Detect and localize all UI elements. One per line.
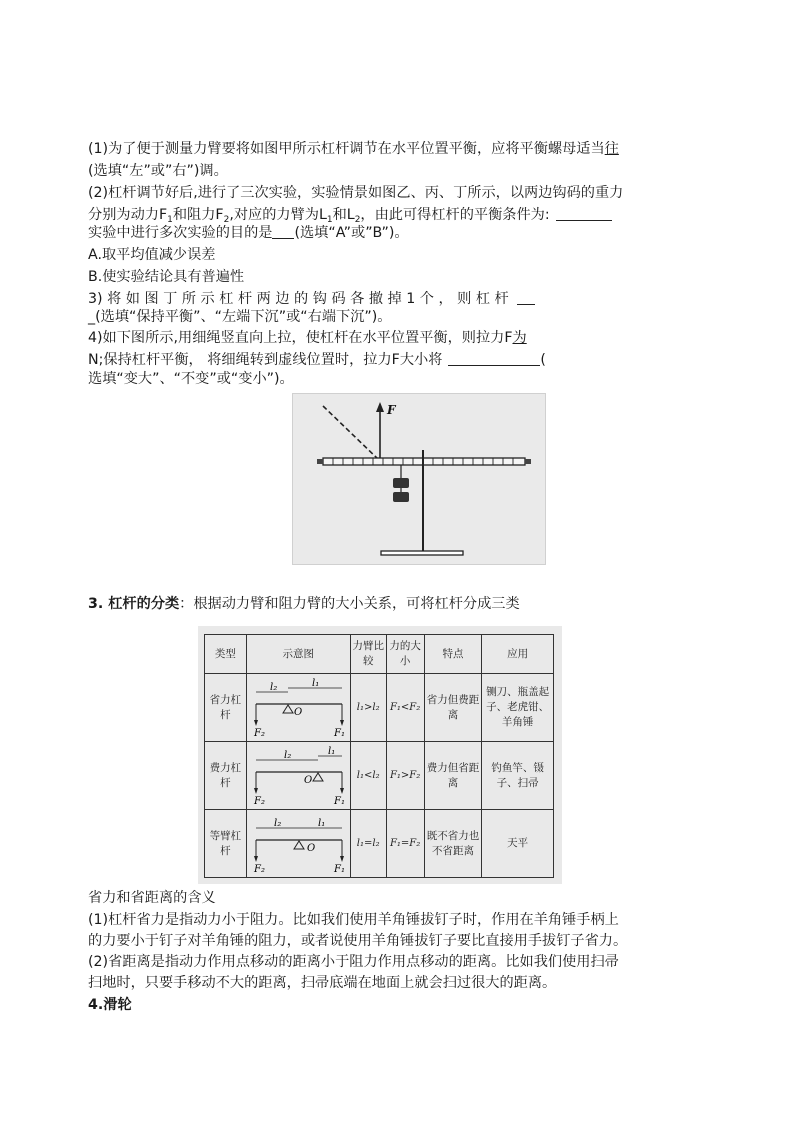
table-header-row (205, 635, 554, 674)
row-use: 铡刀、瓶盖起子、老虎钳、羊角锤 (482, 674, 554, 742)
text-fragment: ：根据动力臂和阻力臂的大小关系，可将杠杆分成三类 (179, 596, 520, 612)
force-label: F (387, 403, 396, 417)
header-type: 类型 (205, 635, 247, 674)
text-fragment: 3. 杠杆的分类 (88, 596, 180, 612)
subscript: 2 (223, 215, 230, 225)
answer-blank-force-change[interactable] (448, 351, 540, 366)
diagram-label-f1: F₁ (334, 727, 346, 738)
text-fragment: ，由此可得杠杆的平衡条件为: (360, 207, 550, 223)
force-saving-diagram-cell (246, 674, 350, 742)
row-feature: 费力但省距离 (424, 742, 482, 810)
diagram-label-l1: l₁ (328, 745, 336, 757)
weight-2 (393, 492, 409, 502)
lever-knob-right (525, 459, 531, 464)
table-row (205, 810, 554, 878)
lever-classification-table (204, 634, 554, 878)
text-fragment: 实验中进行多次实验的目的是 (88, 225, 273, 241)
text-fragment: ,对应的力臂为L (229, 207, 327, 223)
lever-classification-table-image (198, 626, 562, 884)
diagram-label-o: O (307, 842, 316, 854)
row-force: F₁>F₂ (386, 742, 424, 810)
question-4-line (88, 327, 527, 349)
equal-arm-diagram-cell (246, 810, 350, 878)
text-fragment: 4)如下图所示,用细绳竖直向上拉，使杠杆在水平位置平衡，则拉力F (88, 330, 513, 346)
question-2-line-3 (88, 222, 409, 244)
row-use: 钓鱼竿、镊子、扫帚 (482, 742, 554, 810)
text-fragment: 和L (332, 207, 355, 223)
dashed-rope-line (323, 406, 379, 460)
diagram-label-f2: F₂ (254, 863, 266, 874)
diagram-label-f1: F₁ (334, 795, 346, 806)
row-type: 省力杠杆 (205, 674, 247, 742)
stand-base (381, 551, 463, 555)
table-row (205, 742, 554, 810)
table-row (205, 674, 554, 742)
question-1-line-2: (选填“左”或”右”)调。 (88, 163, 228, 179)
row-force: F₁=F₂ (386, 810, 424, 878)
lever-experiment-figure (292, 393, 546, 565)
question-2-line: (2)杠杆调节好后,进行了三次实验，实验情景如图乙、丙、丁所示，以两边钩码的重力 (88, 185, 624, 201)
force-arrow-head (376, 402, 384, 412)
row-compare: l₁=l₂ (350, 810, 386, 878)
answer-blank-balance[interactable] (517, 290, 535, 305)
meaning-paragraph-2-cont: 扫地时，只要手移动不大的距离，扫帚底端在地面上就会扫过很大的距离。 (88, 975, 557, 991)
answer-blank-condition[interactable] (556, 206, 612, 221)
subscript: 1 (326, 215, 333, 225)
text-fragment: 和阻力F (172, 207, 224, 223)
option-a: A.取平均值减少误差 (88, 247, 216, 263)
answer-underline-1: 往 (604, 141, 619, 157)
subscript: 1 (167, 215, 173, 225)
meaning-paragraph-2: (2)省距离是指动力作用点移动的距离小于阻力作用点移动的距离。比如我们使用扫帚 (88, 954, 619, 970)
option-b: B.使实验结论具有普遍性 (88, 269, 245, 285)
answer-blank-purpose[interactable] (272, 224, 294, 239)
diagram-label-l2: l₂ (270, 681, 278, 693)
header-diagram: 示意图 (246, 635, 350, 674)
header-arm-compare: 力臂比较 (350, 635, 386, 674)
text-fragment: 3) 将 如 图 丁 所 示 杠 杆 两 边 的 钩 码 各 撤 掉 1 个 ， 则 杠 杆 (88, 291, 509, 307)
diagram-label-l2: l₂ (284, 749, 292, 761)
lever-knob-left (317, 459, 323, 464)
diagram-label-f2: F₂ (254, 795, 266, 806)
equal-arm-lever-diagram (248, 814, 348, 874)
section-4-heading: 4.滑轮 (88, 997, 132, 1013)
row-force: F₁<F₂ (386, 674, 424, 742)
question-4-line-3: 选填“变大”、“不变”或“变小”)。 (88, 371, 294, 387)
lever-diagram (293, 394, 545, 564)
meaning-paragraph-1-cont: 的力要小于钉子对羊角锤的阻力，或者说使用羊角锤拔钉子要比直接用手拔钉子省力。 (88, 933, 628, 949)
force-costing-lever-diagram (248, 746, 348, 806)
section-3-heading (88, 593, 520, 615)
meaning-heading: 省力和省距离的含义 (88, 890, 216, 906)
answer-underline-4: 为 (512, 330, 527, 346)
row-compare: l₁>l₂ (350, 674, 386, 742)
diagram-label-l2: l₂ (274, 817, 282, 829)
header-force-size: 力的大小 (386, 635, 424, 674)
row-feature: 既不省力也不省距离 (424, 810, 482, 878)
row-compare: l₁<l₂ (350, 742, 386, 810)
weight-1 (393, 478, 409, 488)
row-type: 等臂杠杆 (205, 810, 247, 878)
text-fragment: 分别为动力F (88, 207, 168, 223)
row-feature: 省力但费距离 (424, 674, 482, 742)
text-fragment: ( (540, 352, 546, 368)
diagram-label-f2: F₂ (254, 727, 266, 738)
diagram-label-o: O (304, 774, 313, 786)
subscript: 2 (354, 215, 361, 225)
question-3-line-2: _(选填“保持平衡”、“左端下沉”或“右端下沉”)。 (88, 309, 392, 325)
diagram-label-l1: l₁ (318, 817, 326, 829)
force-costing-diagram-cell (246, 742, 350, 810)
force-saving-lever-diagram (248, 678, 348, 738)
diagram-label-o: O (294, 706, 303, 718)
question-1-text: (1)为了便于测量力臂要将如图甲所示杠杆调节在水平位置平衡，应将平衡螺母适当 (88, 141, 605, 157)
meaning-paragraph-1: (1)杠杆省力是指动力小于阻力。比如我们使用羊角锤拔钉子时，作用在羊角锤手柄上 (88, 912, 619, 928)
header-application: 应用 (482, 635, 554, 674)
header-feature: 特点 (424, 635, 482, 674)
question-1-line (88, 138, 619, 160)
diagram-label-l1: l₁ (312, 677, 320, 689)
diagram-label-f1: F₁ (334, 863, 346, 874)
text-fragment: (选填“A”或”B”)。 (294, 225, 409, 241)
row-use: 天平 (482, 810, 554, 878)
row-type: 费力杠杆 (205, 742, 247, 810)
text-fragment: N;保持杠杆平衡， 将细绳转到虚线位置时，拉力F大小将 (88, 352, 443, 368)
